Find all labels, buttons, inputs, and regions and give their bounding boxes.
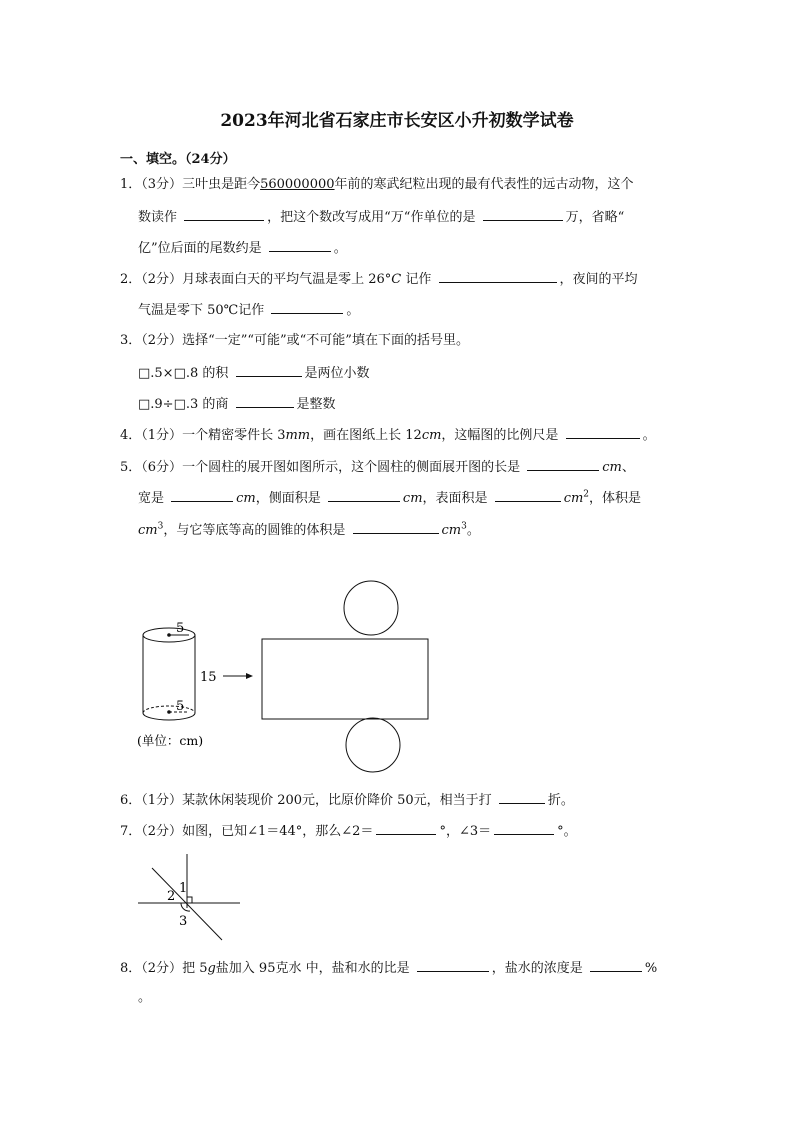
question-3-line-2: □.5×□.8 的积 是两位小数 [138,363,370,383]
right-angle-mark [187,897,192,903]
answer-blank[interactable] [566,425,640,439]
bottom-center-dot [167,710,171,714]
angle-1-label: 1 [179,881,188,896]
answer-blank[interactable] [494,821,554,835]
answer-blank[interactable] [271,300,343,314]
cylinder-bottom-front [143,713,195,720]
arrow-icon [246,673,253,679]
angle-figure [130,848,250,948]
bottom-radius-label: 5 [176,699,185,714]
height-label: 15 [200,670,217,685]
answer-blank[interactable] [328,488,400,502]
angle-3-label: 3 [179,914,188,929]
answer-blank[interactable] [439,269,557,283]
answer-blank[interactable] [236,394,294,408]
question-3-line-1: 3．（2分）选择“一定”“可能”或“不可能”填在下面的括号里。 [120,333,469,348]
answer-blank[interactable] [527,457,599,471]
question-5-line-2: 宽是 cm，侧面积是 cm，表面积是 $cm^2$，体积是 [138,489,642,506]
answer-blank[interactable] [236,363,302,377]
top-radius-label: 5 [176,621,185,636]
unit-label: (单位：cm) [137,733,204,748]
question-1-line-3: 亿”位后面的尾数约是 。 [138,238,347,258]
answer-blank[interactable] [590,958,642,972]
section-heading: 一、填空。（24分） [120,152,236,167]
question-8-line-1: 8．（2分）把 5g盐加入 95克水 中，盐和水的比是 ，盐水的浓度是 % [120,958,657,978]
question-6-line-1: 6．（1分）某款休闲装现价 200元，比原价降价 50元，相当于打 折。 [120,790,574,810]
net-top-circle [344,581,398,635]
net-rectangle [262,639,428,719]
net-bottom-circle [346,718,400,772]
answer-blank[interactable] [495,488,561,502]
question-2-line-1: 2．（2分）月球表面白天的平均气温是零上 26°C 记作 ，夜间的平均 [120,269,638,289]
exam-title: 2023年河北省石家庄市长安区小升初数学试卷 [220,111,574,131]
answer-blank[interactable] [417,958,489,972]
answer-blank[interactable] [171,488,233,502]
answer-blank[interactable] [353,520,439,534]
question-8-line-2: 。 [138,990,152,1005]
question-5-line-3: $cm^3$，与它等底等高的圆锥的体积是 $cm^3$。 [138,521,480,538]
question-4-line-1: 4．（1分）一个精密零件长 3mm，画在图纸上长 12cm，这幅图的比例尺是 。 [120,425,656,445]
question-5-line-1: 5．（6分）一个圆柱的展开图如图所示，这个圆柱的侧面展开图的长是 cm、 [120,457,635,477]
question-2-line-2: 气温是零下 50℃记作 。 [138,300,359,320]
answer-blank[interactable] [376,821,436,835]
question-1-line-2: 数读作 ，把这个数改写成用“万“作单位的是 万，省略“ [138,207,624,227]
answer-blank[interactable] [483,207,563,221]
answer-blank[interactable] [499,790,545,804]
angle-3-arc [181,903,190,911]
angle-2-label: 2 [167,889,176,904]
question-7-line-1: 7．（2分）如图，已知∠1＝44°，那么∠2＝ °，∠3＝ °。 [120,821,577,841]
answer-blank[interactable] [184,207,264,221]
cylinder-net-figure [130,578,440,778]
top-center-dot [167,633,171,637]
number-underlined: 560000000 [260,177,335,192]
question-1-line-1: 1．（3分）三叶虫是距今560000000年前的寒武纪粒出现的最有代表性的远古动物，这个 [120,177,634,192]
answer-blank[interactable] [269,238,331,252]
question-3-line-3: □.9÷□.3 的商 是整数 [138,394,336,414]
